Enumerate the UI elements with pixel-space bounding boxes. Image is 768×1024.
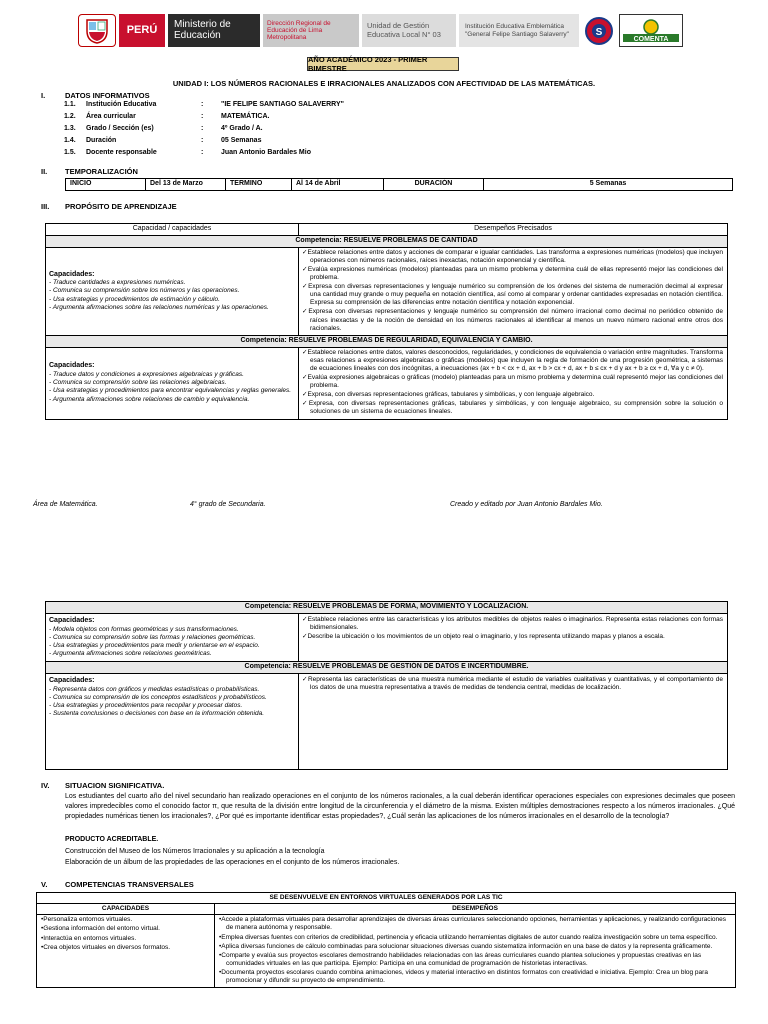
competency-title: Competencia: RESUELVE PROBLEMAS DE CANTIDAD [46,235,728,247]
capacity-item: - Representa datos con gráficos y medidas estadísticas o probabilísticas. [49,685,260,693]
tv-capacities-cell [37,915,215,988]
info-value: MATEMÁTICA. [221,113,270,120]
info-number: 1.4. [64,137,76,144]
info-key: Grado / Sección (es) [86,125,154,132]
info-colon: : [201,149,204,156]
info-number: 1.5. [64,149,76,156]
capacity-item: - Sustenta conclusiones o decisiones con base en la información obtenida. [49,709,264,717]
performance-item: ✓ Expresa, con diversas representaciones gráficas, tabulares y simbólicas, y con lenguaje algebraico. [302,391,723,399]
section-5-number: V. [41,880,48,889]
capacity-item: - Argumenta afirmaciones sobre las relaciones numéricas y las operaciones. [49,303,269,311]
svg-text:S: S [595,26,603,38]
learning-purpose-table [45,223,728,420]
performance-item: ✓ Expresa, con diversas representaciones gráficas, tabulares y simbólicas, y con lenguaje algebraico, su comprensión sobre la solución o soluciones de un sistema de ecuaciones lineales. [302,400,723,416]
info-value: 05 Semanas [221,137,262,144]
section-2-number: II. [41,167,48,176]
comenta-text: COMENTA [633,35,669,43]
comenta-logo-icon [621,16,681,46]
capacity-item: - Usa estrategias y procedimientos para medir y orientarse en el espacio. [49,641,260,649]
info-number: 1.2. [64,113,76,120]
tv-capacity-item: • Interactúa en entornos virtuales. [40,935,211,943]
info-value: 4º Grado / A. [221,125,263,132]
capacity-item: - Comunica su comprensión sobre las formas y relaciones geométricas. [49,633,256,641]
performances-cell [299,247,728,335]
info-number: 1.3. [64,125,76,132]
info-row [64,149,311,158]
year-title: AÑO ACADÉMICO 2023 - PRIMER BIMESTRE [307,57,459,71]
tv-performance-item: • Comparte y evalúa sus proyectos escolares demostrando habilidades relacionadas con las áreas curriculares cuando plantea soluciones y propuestas creativas en las comunidades virtuales en las que participa. Ejemplo: Participa en una comunidad de programación de historietas interactivas. [218,952,732,968]
competency-title: Competencia: RESUELVE PROBLEMAS DE FORMA, MOVIMIENTO Y LOCALIZACIÓN. [46,602,728,614]
capacities-title: Capacidades: [49,616,95,624]
temp-end-value: Al 14 de Abril [292,179,384,191]
ugel-label: Unidad de Gestión Educativa Local N° 03 [362,14,456,47]
capacities-title: Capacidades: [49,676,95,684]
performance-item: ✓ Representa las características de una muestra numérica mediante el estudio de variables cualitativas y cuantitativas, y el comportamiento de los datos de una muestra representativa a través de medidas de tendencia central, medidas de localización. [302,676,723,692]
performance-item: ✓ Evalúa expresiones algebraicas o gráficas (modelo) planteadas para un mismo problema y determina cuál representó mejor las condiciones del problema. [302,374,723,390]
section-4-number: IV. [41,781,50,790]
temp-end-label: TERMINO [226,179,292,191]
performance-item: ✓ Describe la ubicación o los movimientos de un objeto real o imaginario, y los representa utilizando mapas y planos a escala. [302,633,723,641]
coat-of-arms-logo [78,14,116,47]
section-3-title: PROPÓSITO DE APRENDIZAJE [65,202,177,211]
section-1-number: I. [41,91,46,100]
header-capacidades: Capacidad / capacidades [46,224,299,236]
footer-grade: 4° grado de Secundaria. [190,501,266,508]
performance-item: ✓ Expresa con diversas representaciones y lenguaje numérico su comprensión del número irracional como decimal no periódico obtenido de raíces inexactas y de la noción de densidad en los números racionales al identificar al menos un nuevo número racional entre otros dos racionales. [302,308,723,332]
ministry-label: Ministerio de Educación [168,14,260,47]
capacity-item: - Comunica su comprensión sobre las relaciones algebraicas. [49,379,227,387]
capacities-cell [46,247,299,335]
competency-title: Competencia: RESUELVE PROBLEMAS DE GESTIÓN DE DATOS E INCERTIDUMBRE. [46,662,728,674]
capacity-item: - Traduce cantidades a expresiones numéricas. [49,279,186,287]
info-colon: : [201,137,204,144]
performance-item: ✓ Establece relaciones entre datos y acciones de comparar e igualar cantidades. Las transforma a expresiones numéricas (modelos) que incluyen operaciones con números racionales, raíces inexactas, notación exponencial y científica. [302,249,723,265]
product-item: Construcción del Museo de los Números Irracionales y su aplicación a la tecnología [65,848,325,855]
school-logo [582,14,616,47]
performances-cell [299,613,728,661]
tv-header-desempenos: DESEMPEÑOS [215,904,736,915]
tv-performance-item: • Emplea diversas fuentes con criterios de credibilidad, pertinencia y eficacia utilizando herramientas digitales de autor cuando realiza investigación sobre un tema específico. [218,934,732,942]
performance-item: ✓ Evalúa expresiones numéricas (modelos) planteadas para un mismo problema y determina cuál de ellas representó mejor las condiciones del problema. [302,266,723,282]
temporalization-table [65,178,733,191]
situation-text: Los estudiantes del cuarto año del nivel secundario han realizado operaciones en el conjunto de los números racionales, a la cual deberán identificar operaciones especiales con expresiones decimales que poseen valores impredecibles como el conocido factor π, que resulta de la división entre longitud de la circunferencia y el diámetro de la misma. Existen múltiples demostraciones respecto a los números irracionales. ¿Qué propiedades numéricas tienen los irracionales?, ¿Por qué es importante identificar estas propiedades?, ¿Cuál serán las aplicaciones de los números irracionales en el desarrollo de la tecnología? [65,793,735,821]
performances-cell [299,347,728,419]
capacity-item: - Usa estrategias y procedimientos para recopilar y procesar datos. [49,701,243,709]
temp-start-label: INICIO [66,179,146,191]
comenta-logo [619,14,683,47]
info-value: "IE FELIPE SANTIAGO SALAVERRY" [221,101,344,108]
temp-start-value: Del 13 de Marzo [146,179,226,191]
capacities-cell [46,613,299,661]
section-4-title: SITUACION SIGNIFICATIVA. [65,781,165,790]
section-5-title: COMPETENCIAS TRANSVERSALES [65,880,194,889]
performance-item: ✓ Establece relaciones entre las características y los atributos medibles de objetos reales o imaginarios. Representa estas relaciones con formas bidimensionales. [302,616,723,632]
competency-title: Competencia: RESUELVE PROBLEMAS DE REGULARIDAD, EQUIVALENCIA Y CAMBIO. [46,335,728,347]
transversal-competencies-table [36,892,736,988]
learning-purpose-table-2 [45,601,728,770]
capacities-title: Capacidades: [49,362,95,370]
unit-title: UNIDAD I: LOS NÚMEROS RACIONALES E IRRACIONALES ANALIZADOS CON AFECTIVIDAD DE LAS MATEMÁTICAS. [172,79,596,88]
tv-capacity-item: • Gestiona información del entorno virtual. [40,925,211,933]
section-3-number: III. [41,202,50,211]
capacity-item: - Argumenta afirmaciones sobre relaciones de cambio y equivalencia. [49,395,250,403]
tv-header-capacidades: CAPACIDADES [37,904,215,915]
info-value: Juan Antonio Bardales Mio [221,149,311,156]
performance-item: ✓ Establece relaciones entre datos, valores desconocidos, regularidades, y condiciones de equivalencia o variación entre magnitudes. Transforma esas relaciones a expresiones algebraicas o gráficas (modelos) que incluyen la regla de formación de una progresión geométrica, a sistemas de ecuaciones lineales con dos incógnitas, a inecuaciones (ax + b < cx + d, ax + b > cx + d, ax + b ≤ cx + d y ax + b ≥ cx + d, ∀a y c ≠ 0). [302,349,723,373]
tv-capacity-item: • Crea objetos virtuales en diversos formatos. [40,944,211,952]
capacities-cell [46,673,299,769]
performances-cell [299,673,728,769]
footer-area: Área de Matemática. [33,501,98,508]
section-2-title: TEMPORALIZACIÓN [65,167,138,176]
product-title: PRODUCTO ACREDITABLE. [65,836,159,843]
info-key: Duración [86,137,117,144]
info-key: Área curricular [86,113,136,120]
capacity-item: - Modela objetos con formas geométricas y sus transformaciones. [49,625,239,633]
capacity-item: - Comunica su comprensión sobre los números y las operaciones. [49,287,240,295]
footer-author: Creado y editado por Juan Antonio Bardales Mio. [450,501,603,508]
header-banner [78,14,692,47]
info-colon: : [201,101,204,108]
info-key: Docente responsable [86,149,157,156]
performance-item: ✓ Expresa con diversas representaciones y lenguaje numérico su comprensión de los órdenes del sistema de numeración decimal al expresar una cantidad muy grande o muy pequeña en notación científica, así como al comparar y ordenar cantidades expresadas en notación científica. Expresa su comprensión de las diferencias entre notación científica y notación exponencial. [302,283,723,307]
info-key: Institución Educativa [86,101,157,108]
info-row [64,137,261,146]
product-item: Elaboración de un álbum de las propiedades de las operaciones en el conjunto de los números irracionales. [65,859,400,866]
info-colon: : [201,125,204,132]
peru-label: PERÚ [119,14,165,47]
capacity-item: - Argumenta afirmaciones sobre relaciones geométricas. [49,649,212,657]
tv-performance-item: • Aplica diversas funciones de cálculo combinadas para solucionar situaciones diversas cuando sistematiza información en una base de datos y la representa gráficamente. [218,943,732,951]
temp-duration-label: DURACIÓN [384,179,484,191]
capacities-cell [46,347,299,419]
school-crest-icon [584,16,614,46]
info-row [64,113,269,122]
info-colon: : [201,113,204,120]
school-label: Institución Educativa Emblemática "General Felipe Santiago Salaverry" [459,14,579,47]
tv-capacity-item: • Personaliza entornos virtuales. [40,916,211,924]
tv-performance-item: • Documenta proyectos escolares cuando combina animaciones, videos y material interactivo en distintos formatos con creatividad e iniciativa. Ejemplo: Crea un blog para promocionar y difundir su proyecto de emprendimiento. [218,969,732,985]
dre-label: Dirección Regional de Educación de Lima Metropolitana [263,14,359,47]
temp-duration-value: 5 Semanas [484,179,733,191]
tv-performance-item: • Accede a plataformas virtuales para desarrollar aprendizajes de diversas áreas curriculares seleccionando opciones, herramientas y aplicaciones, y realizando configuraciones de manera autónoma y responsable. [218,916,732,932]
capacities-title: Capacidades: [49,270,95,278]
info-row [64,101,344,110]
shield-icon [83,17,111,45]
tv-performances-cell [215,915,736,988]
capacity-item: - Traduce datos y condiciones a expresiones algebraicas y gráficas. [49,371,244,379]
info-number: 1.1. [64,101,76,108]
info-row [64,125,263,134]
section-1-title: DATOS INFORMATIVOS [65,91,150,100]
capacity-item: - Usa estrategias y procedimientos para encontrar equivalencias y reglas generales. [49,387,292,395]
capacity-item: - Comunica su comprensión de los conceptos estadísticos y probabilísticos. [49,693,267,701]
tv-title: SE DESENVUELVE EN ENTORNOS VIRTUALES GENERADOS POR LAS TIC [37,893,736,904]
capacity-item: - Usa estrategias y procedimientos de estimación y cálculo. [49,295,220,303]
header-desempenos: Desempeños Precisados [299,224,728,236]
